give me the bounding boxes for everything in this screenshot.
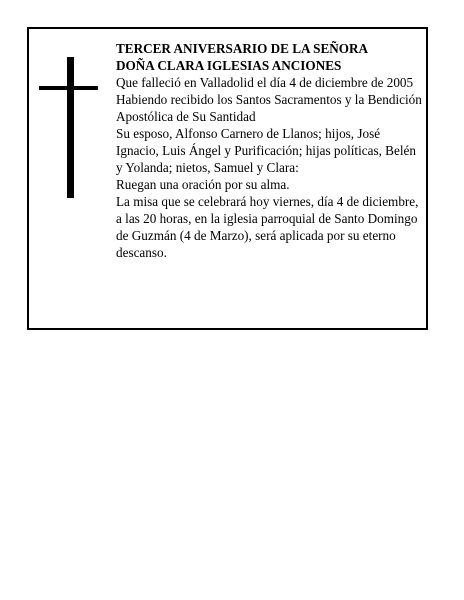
- death-info: Que falleció en Valladolid el día 4 de diciembre de 2005: [116, 75, 414, 90]
- notice-heading-line-2: DOÑA CLARA IGLESIAS ANCIONES: [116, 58, 342, 73]
- sacraments-text: Habiendo recibido los Santos Sacramentos y la Bendición Apostólica de Su Santidad: [116, 92, 422, 124]
- mass-info: La misa que se celebrará hoy viernes, día 4 de diciembre, a las 20 horas, en la iglesia parroquial de Santo Domingo de Guzmán (4 de Marzo), será aplicada por su eterno descanso.: [116, 194, 419, 260]
- cross-icon-horizontal-bar: [39, 86, 98, 90]
- cross-icon-vertical-bar: [67, 57, 74, 198]
- family-text: Su esposo, Alfonso Carnero de Llanos; hijos, José Ignacio, Luis Ángel y Purificación; hijas políticas, Belén y Yolanda; nietos, Samuel y Clara:: [116, 126, 416, 175]
- obituary-notice: [27, 27, 428, 330]
- notice-heading-line-1: TERCER ANIVERSARIO DE LA SEÑORA: [116, 41, 369, 56]
- prayer-request: Ruegan una oración por su alma.: [116, 177, 290, 192]
- notice-text: [116, 40, 424, 261]
